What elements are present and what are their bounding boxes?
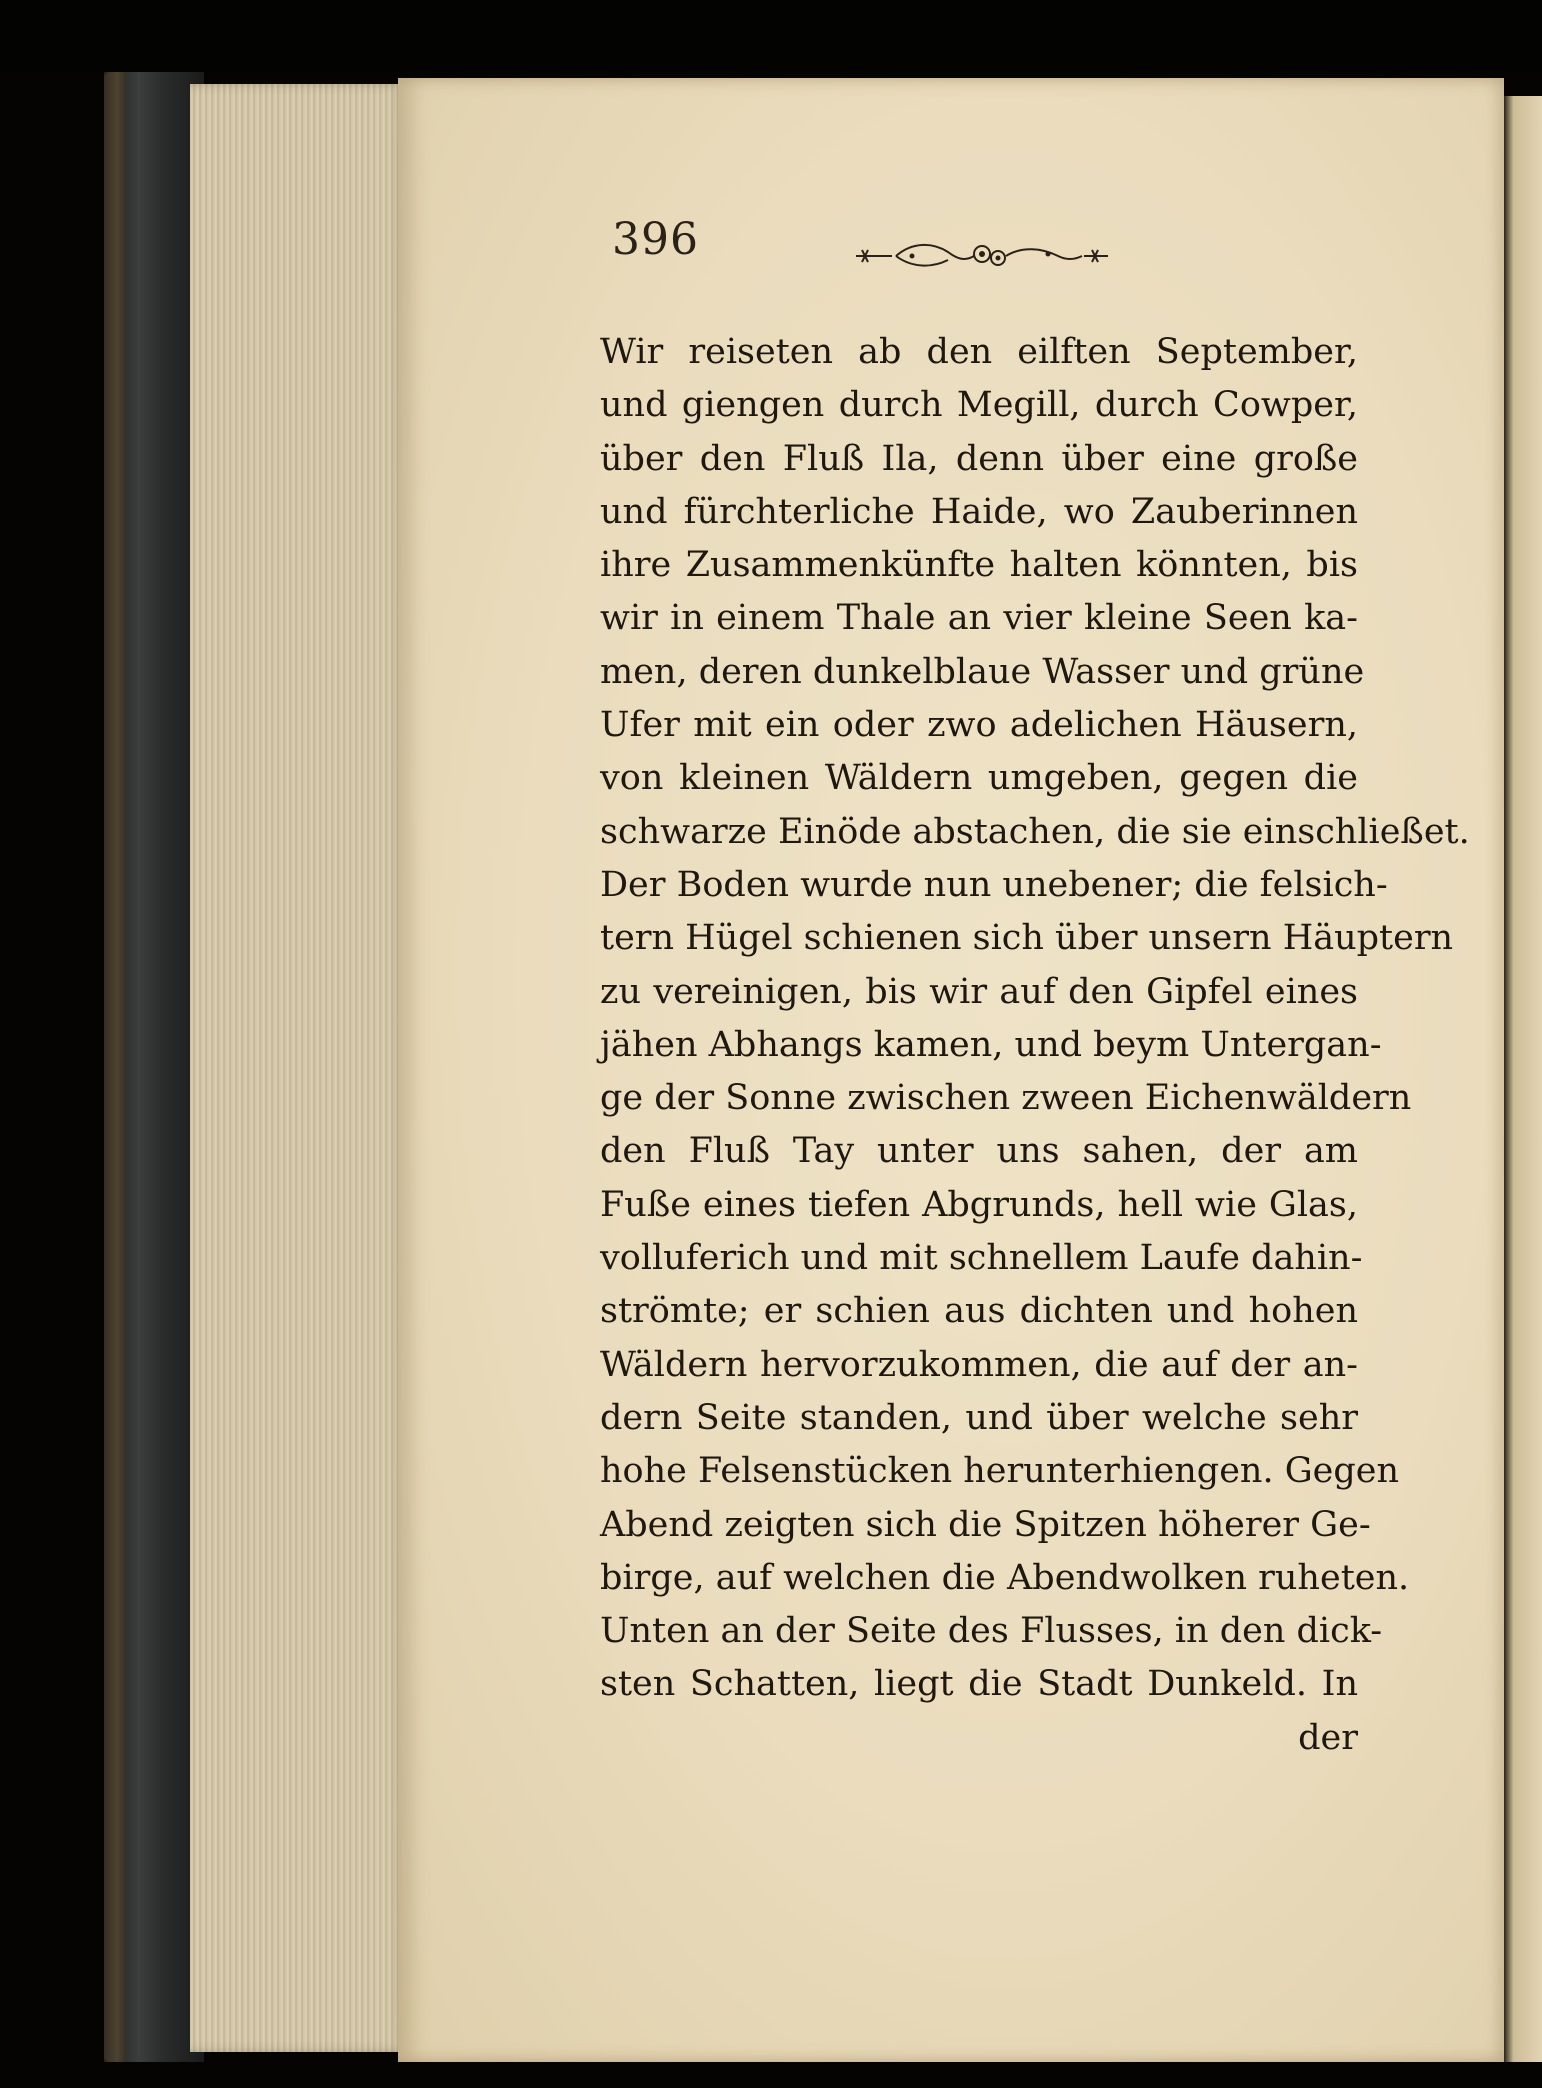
facing-page-edge	[1504, 96, 1542, 2062]
text-line: hohe Felsenstücken herunterhiengen. Gegen	[600, 1451, 1400, 1492]
text-line: Wir reiseten ab den eilften September,	[600, 332, 1358, 372]
text-line: jähen Abhangs kamen, und beym Untergan-	[600, 1024, 1382, 1065]
text-line: von kleinen Wäldern umgeben, gegen die	[600, 758, 1358, 799]
text-line: Wäldern hervorzukommen, die auf der an-	[600, 1344, 1358, 1385]
text-line: men, deren dunkelblaue Wasser und grüne	[600, 651, 1365, 692]
page-edges	[190, 84, 405, 2052]
text-line: Der Boden wurde nun unebener; die felsich-	[600, 864, 1388, 905]
text-line: ihre Zusammenkünfte halten könnten, bis	[600, 545, 1358, 586]
cover-edge	[104, 72, 126, 2062]
page-number: 396	[612, 214, 699, 265]
text-line: sten Schatten, liegt die Stadt Dunkeld. In	[600, 1664, 1358, 1705]
background	[0, 0, 1542, 72]
text-line: Ufer mit ein oder zwo adelichen Häusern,	[600, 705, 1358, 746]
body-text	[600, 326, 1470, 1765]
catchword: der	[1298, 1717, 1358, 1758]
text-line: birge, auf welchen die Abendwolken ruheten.	[600, 1557, 1410, 1598]
text-line: volluferich und mit schnellem Laufe dahin-	[600, 1238, 1363, 1279]
text-line: tern Hügel schienen sich über unsern Häuptern	[600, 918, 1454, 959]
text-line: über den Fluß Ila, denn über eine große	[600, 438, 1358, 479]
text-line: und fürchterliche Haide, wo Zauberinnen	[600, 491, 1358, 532]
text-line: und giengen durch Megill, durch Cowper,	[600, 385, 1358, 426]
text-line: dern Seite standen, und über welche sehr	[600, 1397, 1358, 1438]
text-line: Abend zeigten sich die Spitzen höherer Ge-	[600, 1504, 1371, 1545]
text-line: Unten an der Seite des Flusses, in den dick-	[600, 1611, 1383, 1652]
ornament-icon	[852, 236, 1112, 276]
text-line: wir in einem Thale an vier kleine Seen ka-	[600, 598, 1358, 639]
text-line: zu vereinigen, bis wir auf den Gipfel eines	[600, 971, 1358, 1012]
text-line: schwarze Einöde abstachen, die sie einschließet.	[600, 811, 1470, 852]
text-line: strömte; er schien aus dichten und hohen	[600, 1291, 1358, 1332]
text-line: ge der Sonne zwischen zween Eichenwäldern	[600, 1078, 1412, 1119]
text-line: Fuße eines tiefen Abgrunds, hell wie Glas,	[600, 1184, 1358, 1225]
text-line: den Fluß Tay unter uns sahen, der am	[600, 1131, 1358, 1172]
